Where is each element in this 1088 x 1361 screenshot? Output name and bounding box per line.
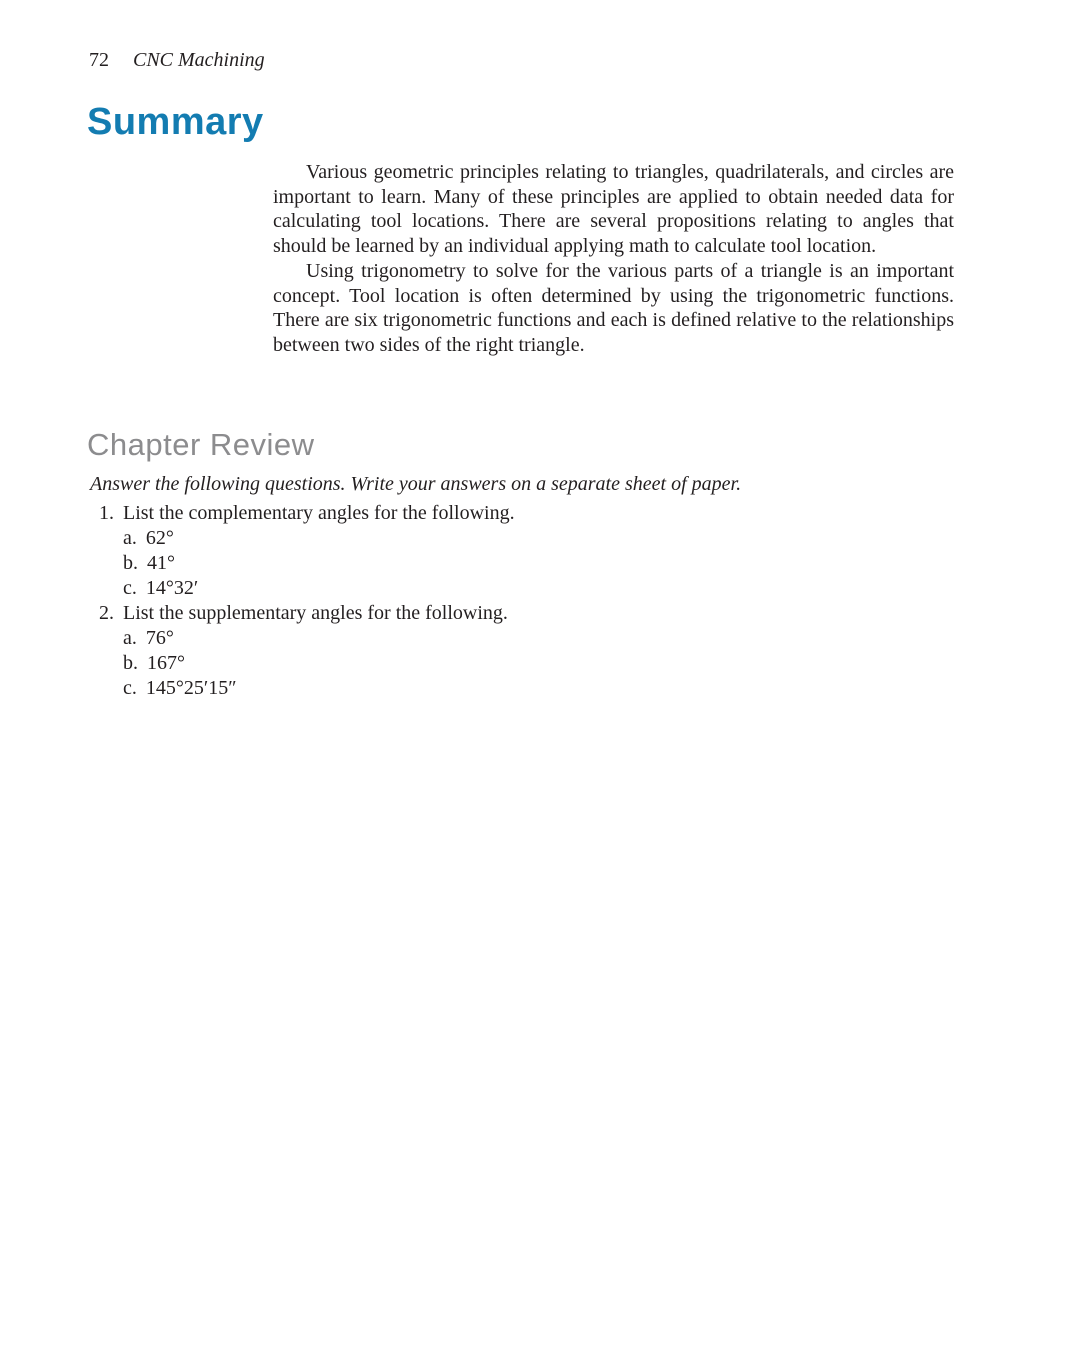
question-number: 2.: [99, 602, 114, 624]
sub-item: [123, 651, 515, 676]
summary-paragraph-2: Using trigonometry to solve for the various parts of a triangle is an important concept. Tool location is often determined by using the trigonometric functions. There are six trigonometric functions and each is defined relative to the relationships between two sides of the right triangle.: [273, 259, 954, 356]
book-title: CNC Machining: [133, 49, 265, 71]
chapter-review-heading: Chapter Review: [87, 427, 315, 462]
sub-item-letter: c.: [123, 677, 137, 699]
sub-item: [123, 526, 515, 551]
sub-item: [123, 676, 515, 701]
question-row: [96, 601, 515, 626]
question-number: 1.: [99, 502, 114, 524]
sub-item-letter: a.: [123, 527, 137, 549]
sub-item-value: 14°32′: [145, 577, 199, 599]
sub-item-value: 62°: [145, 527, 174, 549]
summary-heading: Summary: [87, 101, 264, 143]
question-text: List the supplementary angles for the following.: [123, 602, 508, 624]
sub-item-value: 167°: [147, 652, 185, 674]
question-item-1: [96, 501, 515, 601]
sub-item-letter: a.: [123, 627, 137, 649]
sub-item-list: [123, 526, 515, 601]
sub-item-letter: b.: [123, 652, 138, 674]
summary-body: [273, 160, 954, 358]
question-list: [96, 501, 515, 701]
page-number: 72: [89, 49, 109, 71]
sub-item: [123, 551, 515, 576]
sub-item-value: 76°: [145, 627, 174, 649]
sub-item-list: [123, 626, 515, 701]
sub-item-letter: c.: [123, 577, 137, 599]
question-text: List the complementary angles for the following.: [123, 502, 515, 524]
sub-item-letter: b.: [123, 552, 138, 574]
sub-item: [123, 576, 515, 601]
sub-item-value: 145°25′15″: [145, 677, 237, 699]
review-instructions: Answer the following questions. Write your answers on a separate sheet of paper.: [90, 473, 742, 495]
sub-item: [123, 626, 515, 651]
question-row: [96, 501, 515, 526]
sub-item-value: 41°: [147, 552, 175, 574]
page-header: [89, 49, 265, 72]
summary-paragraph-1: Various geometric principles relating to triangles, quadrilaterals, and circles are important to learn. Many of these principles are applied to obtain needed data for calculating tool locations. There are several propositions relating to angles that should be learned by an individual applying math to calculate tool location.: [273, 161, 954, 258]
question-item-2: [96, 601, 515, 701]
